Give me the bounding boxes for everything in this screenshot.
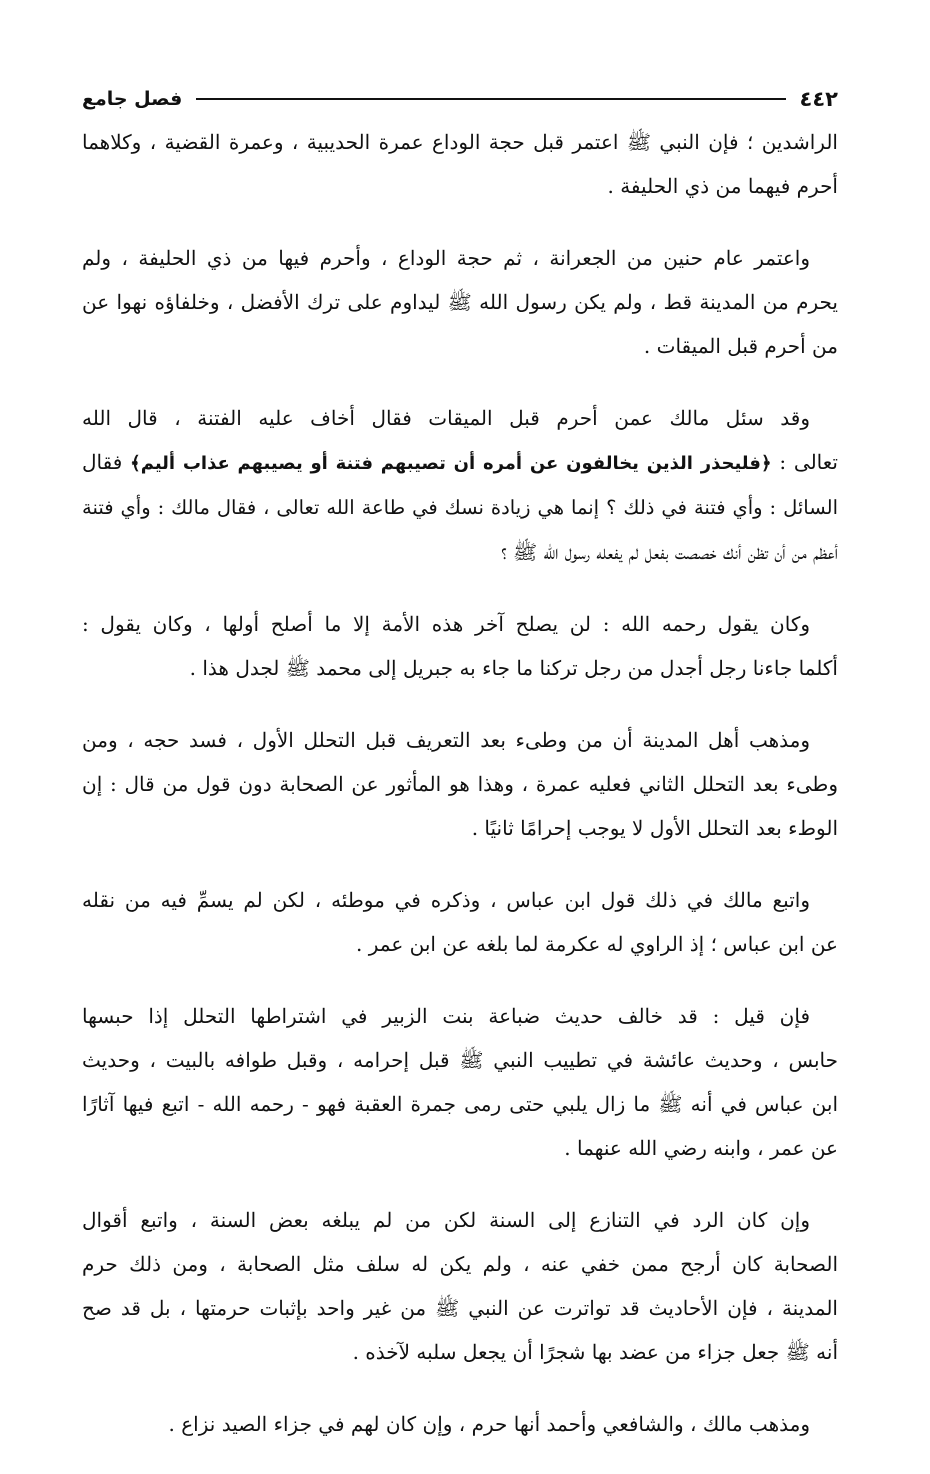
text-line: حابس ، وحديث عائشة في تطييب النبي ﷺ قبل إحرامه ، وقبل طوافه بالبيت ، وحديث: [82, 1048, 838, 1072]
text-line: أحرم فيهما من ذي الحليفة .: [607, 174, 838, 198]
paragraph: [82, 120, 838, 208]
text-line: واعتمر عام حنين من الجعرانة ، ثم حجة الوداع ، وأحرم فيها من ذي الحليفة ، ولم: [82, 246, 810, 270]
paragraph: [82, 878, 838, 966]
text-line: ابن عباس في أنه ﷺ ما زال يلبي حتى رمى جمرة العقبة فهو - رحمه الله - اتبع فيها آثارًا: [82, 1092, 838, 1116]
text-line: فإن قيل : قد خالف حديث ضباعة بنت الزبير في اشتراطها التحلل إذا حبسها: [82, 1004, 810, 1028]
text-line: واتبع مالك في ذلك قول ابن عباس ، وذكره في موطئه ، لكن لم يسمِّ فيه من نقله: [82, 888, 810, 912]
quran-verse: ﴿فليحذر الذين يخالفون عن أمره أن تصيبهم فتنة أو يصيبهم عذاب أليم﴾: [130, 453, 772, 474]
text-fragment: تعالى :: [779, 450, 838, 474]
text-line: الراشدين ؛ فإن النبي ﷺ اعتمر قبل حجة الوداع عمرة الحديبية ، وعمرة القضية ، وكلاهما: [82, 130, 838, 154]
chapter-title: فصل جامع: [82, 88, 183, 110]
text-line: الصحابة كان أرجح ممن خفي عنه ، ولم يكن له سلف مثل الصحابة ، ومن ذلك حرم: [82, 1252, 838, 1276]
text-line: ومذهب مالك ، والشافعي وأحمد أنها حرم ، وإن كان لهم في جزاء الصيد نزاع .: [168, 1412, 810, 1436]
text-line: ومذهب أهل المدينة أن من وطىء بعد التعريف قبل التحلل الأول ، فسد حجه ، ومن: [82, 728, 810, 752]
text-fragment: فقال: [82, 450, 123, 474]
text-line: الوطء بعد التحلل الأول لا يوجب إحرامًا ثانيًا .: [471, 816, 838, 840]
page-number: ٤٤٢: [799, 87, 838, 111]
text-line: وقد سئل مالك عمن أحرم قبل الميقات فقال أخاف عليه الفتنة ، قال الله: [82, 406, 811, 430]
text-line: أكلما جاءنا رجل أجدل من رجل تركنا ما جاء به جبريل إلى محمد ﷺ لجدل هذا .: [189, 656, 838, 680]
verse-line: [82, 440, 838, 486]
text-line: وكان يقول رحمه الله : لن يصلح آخر هذه الأمة إلا ما أصلح أولها ، وكان يقول :: [82, 612, 810, 636]
text-line: أعظم من أن تظن أنك خصصت بفعل لم يفعله رسول الله ﷺ ؟: [501, 540, 838, 564]
paragraph: [82, 396, 838, 574]
text-line: السائل : وأي فتنة في ذلك ؟ إنما هي زيادة نسك في طاعة الله تعالى ، فقال مالك : وأي فتنة: [82, 496, 838, 519]
paragraph: [82, 994, 838, 1170]
paragraph: [82, 718, 838, 850]
text-line: من أحرم قبل الميقات .: [643, 334, 838, 358]
text-line: عن عمر ، وابنه رضي الله عنهما .: [564, 1136, 838, 1160]
header-rule: [196, 98, 785, 100]
paragraph: [82, 236, 838, 368]
text-line: عن ابن عباس ؛ إذ الراوي له عكرمة لما بلغه عن ابن عمر .: [356, 932, 838, 956]
paragraph: [82, 1198, 838, 1374]
text-line: يحرم من المدينة قط ، ولم يكن رسول الله ﷺ ليداوم على ترك الأفضل ، وخلفاؤه نهوا عن: [82, 290, 838, 314]
page-body: [82, 120, 838, 1474]
text-line: وطىء بعد التحلل الثاني فعليه عمرة ، وهذا هو المأثور عن الصحابة دون قول من قال : إن: [82, 772, 838, 796]
paragraph: [82, 1402, 838, 1446]
page-header: [82, 82, 838, 116]
text-line: أنه ﷺ جعل جزاء من عضد بها شجرًا أن يجعل سلبه لآخذه .: [352, 1340, 838, 1364]
text-line: المدينة ، فإن الأحاديث قد تواترت عن النبي ﷺ من غير واحد بإثبات حرمتها ، بل قد صح: [82, 1296, 838, 1320]
paragraph: [82, 602, 838, 690]
text-line: وإن كان الرد في التنازع إلى السنة لكن من لم يبلغه بعض السنة ، واتبع أقوال: [82, 1208, 810, 1232]
